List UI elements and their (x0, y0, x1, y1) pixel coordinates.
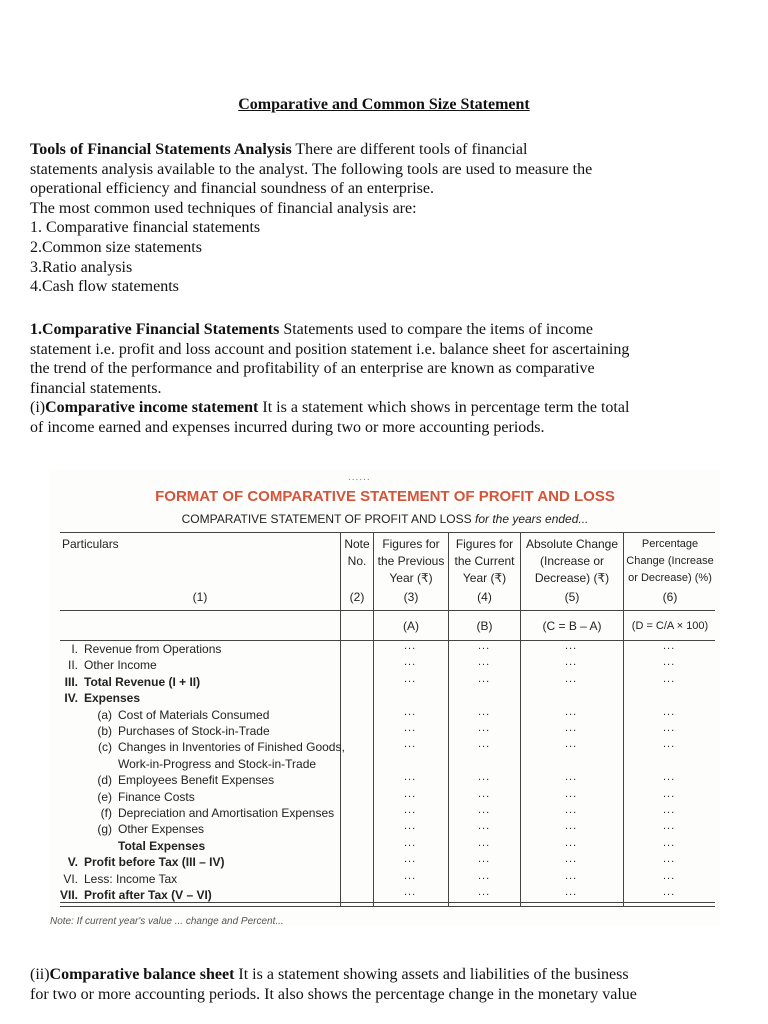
intro-heading: Tools of Financial Statements Analysis (30, 141, 292, 158)
table-row (84, 839, 205, 853)
colnum-2: (2) (349, 590, 365, 604)
section1-line-1: Statements used to compare the items of income (279, 321, 594, 338)
table-row (84, 822, 204, 836)
table-bottom-border-2 (60, 906, 715, 907)
placeholder-dots: ... (663, 787, 676, 800)
placeholder-dots: ... (404, 869, 417, 882)
scanned-table-image (50, 470, 720, 926)
formula-d: (D = C/A × 100) (631, 620, 709, 632)
placeholder-dots: ... (404, 656, 417, 669)
placeholder-dots: ... (478, 820, 491, 833)
section1-heading: 1.Comparative Financial Statements (30, 321, 280, 338)
table-row (84, 806, 334, 820)
placeholder-dots: ... (663, 656, 676, 669)
placeholder-dots: ... (663, 705, 676, 718)
placeholder-dots: ... (565, 820, 578, 833)
section1-paragraph (30, 320, 742, 438)
placeholder-dots: ... (478, 853, 491, 866)
placeholder-dots: ... (663, 771, 676, 784)
table-row (50, 675, 200, 689)
intro-line-2: statements analysis available to the analyst. The following tools are used to measure the (30, 160, 593, 178)
placeholder-dots: ... (565, 656, 578, 669)
row-number: V. (67, 855, 78, 870)
header-note: Note No. (344, 537, 370, 568)
section1-line-3: the trend of the performance and profitability of an enterprise are known as comparative (30, 360, 595, 378)
placeholder-dots: ... (565, 771, 578, 784)
row-number: (a) (97, 707, 112, 722)
scan-subtitle: COMPARATIVE STATEMENT OF PROFIT AND LOSS for the years ended... (181, 512, 589, 526)
placeholder-dots: ... (663, 804, 676, 816)
table-row (84, 724, 270, 738)
row-label: Other Expenses (118, 822, 205, 837)
placeholder-dots: ... (404, 836, 417, 849)
placeholder-dots: ... (663, 640, 676, 652)
placeholder-dots: ... (404, 722, 417, 734)
placeholder-dots: ... (663, 738, 676, 751)
placeholder-dots: ... (478, 672, 491, 685)
colnum-3: (3) (403, 590, 419, 604)
row-number: (g) (97, 822, 112, 837)
subsection-line-1: It is a statement which shows in percentage term the total (258, 399, 630, 417)
table-row (50, 888, 212, 902)
placeholder-dots: ... (404, 853, 417, 866)
placeholder-dots: ... (478, 771, 491, 784)
scan-top-fragment: ...... (348, 472, 371, 483)
subsection-prefix: (i) (30, 399, 46, 417)
placeholder-dots: ... (404, 771, 417, 784)
list-item: 4.Cash flow statements (30, 278, 179, 296)
header-absolute-change: Absolute Change (Increase or Decrease) (₹) (525, 537, 619, 585)
row-number: (f) (100, 806, 112, 820)
note-fragment: Note: If current year's value ... change and Percent... (50, 916, 284, 926)
table-row (84, 773, 274, 787)
row-label: Purchases of Stock-in-Trade (118, 724, 270, 738)
row-number: III. (64, 674, 78, 689)
row-number: (e) (97, 789, 112, 804)
table-row (50, 691, 140, 705)
placeholder-dots: ... (404, 886, 417, 898)
placeholder-dots: ... (565, 886, 578, 898)
placeholder-dots: ... (478, 836, 491, 849)
row-number: VI. (63, 871, 78, 886)
row-label: Profit before Tax (III – IV) (84, 855, 225, 870)
table-bottom-border (60, 902, 715, 903)
header-previous-year: Figures for the Previous Year (₹) (377, 537, 445, 585)
placeholder-dots: ... (404, 640, 417, 652)
placeholder-dots: ... (663, 820, 676, 833)
row-number: VII. (59, 888, 78, 902)
header-divider (60, 610, 715, 611)
placeholder-dots: ... (478, 869, 491, 882)
header-current-year: Figures for the Current Year (₹) (454, 537, 515, 585)
subsection2-line-2: for two or more accounting periods. It also shows the percentage change in the monetary value (30, 985, 637, 1003)
placeholder-dots: ... (404, 738, 417, 751)
row-label: Total Expenses (118, 838, 206, 853)
placeholder-dots: ... (663, 836, 676, 849)
subsection2-heading: Comparative balance sheet (49, 966, 235, 983)
placeholder-dots: ... (404, 820, 417, 833)
section1-line-4: financial statements. (30, 379, 162, 397)
row-label: Less: Income Tax (84, 871, 178, 886)
row-number: (d) (97, 773, 112, 788)
placeholder-dots: ... (565, 869, 578, 882)
table-row (50, 642, 221, 656)
table-row (50, 658, 157, 672)
placeholder-dots: ... (478, 640, 491, 652)
row-label: Total Revenue (I + II) (84, 674, 201, 689)
placeholder-dots: ... (663, 722, 676, 734)
row-label: Depreciation and Amortisation Expenses (118, 806, 335, 820)
formula-a: (A) (403, 619, 419, 633)
subsection-line-2: of income earned and expenses incurred during two or more accounting periods. (30, 418, 545, 436)
formula-b: (B) (476, 619, 493, 633)
placeholder-dots: ... (404, 787, 417, 800)
table-row (84, 790, 195, 804)
row-label: Work-in-Progress and Stock-in-Trade (118, 756, 317, 771)
row-number: (c) (98, 740, 112, 755)
header-particulars: Particulars (62, 537, 119, 551)
placeholder-dots: ... (565, 705, 578, 718)
list-item: 3.Ratio analysis (30, 258, 133, 276)
placeholder-dots: ... (565, 804, 578, 816)
row-label: Finance Costs (118, 789, 195, 804)
placeholder-dots: ... (565, 640, 578, 652)
intro-line-1: There are different tools of financial (291, 141, 528, 158)
placeholder-dots: ... (565, 738, 578, 751)
row-label: Revenue from Operations (84, 642, 222, 656)
document-title: Comparative and Common Size Statement (238, 96, 530, 113)
table-row (84, 740, 345, 754)
section2-paragraph (30, 965, 742, 1004)
formula-divider (60, 640, 715, 641)
subsection-heading: Comparative income statement (45, 399, 259, 417)
placeholder-dots: ... (478, 705, 491, 718)
table-row (50, 872, 177, 886)
placeholder-dots: ... (478, 722, 491, 734)
colnum-1: (1) (192, 590, 208, 604)
intro-line-3: operational efficiency and financial soundness of an enterprise. (30, 180, 434, 198)
row-label: Changes in Inventories of Finished Goods, (118, 740, 345, 755)
row-number: I. (71, 642, 78, 656)
colnum-4: (4) (477, 590, 492, 604)
placeholder-dots: ... (565, 836, 578, 849)
intro-line-4: The most common used techniques of financial analysis are: (30, 199, 417, 217)
table-row (50, 855, 224, 869)
section1-line-2: statement i.e. profit and loss account and position statement i.e. balance sheet for ascertaining (30, 340, 630, 358)
row-number: IV. (64, 691, 78, 706)
intro-paragraph (30, 140, 742, 297)
row-label: Profit after Tax (V – VI) (84, 888, 212, 902)
placeholder-dots: ... (663, 886, 676, 898)
placeholder-dots: ... (565, 853, 578, 866)
placeholder-dots: ... (478, 804, 491, 816)
row-number: II. (67, 658, 78, 673)
table-row (84, 757, 316, 771)
row-label: Cost of Materials Consumed (118, 707, 270, 722)
row-label: Employees Benefit Expenses (118, 773, 275, 788)
list-item: 1. Comparative financial statements (30, 219, 261, 237)
placeholder-dots: ... (565, 722, 578, 734)
row-label: Expenses (84, 691, 141, 706)
table-top-border (60, 532, 715, 533)
colnum-5: (5) (564, 590, 580, 604)
placeholder-dots: ... (565, 672, 578, 685)
placeholder-dots: ... (404, 804, 417, 816)
scan-title: FORMAT OF COMPARATIVE STATEMENT OF PROFIT AND LOSS (155, 488, 615, 505)
placeholder-dots: ... (478, 787, 491, 800)
row-number: (b) (97, 724, 112, 738)
subsection2-line-1: It is a statement showing assets and liabilities of the business (234, 966, 629, 983)
row-label: Other Income (84, 658, 157, 673)
placeholder-dots: ... (404, 705, 417, 718)
placeholder-dots: ... (478, 656, 491, 669)
placeholder-dots: ... (478, 886, 491, 898)
header-percentage-change: Percentage Change (Increase or Decrease) (%) (626, 538, 714, 584)
table-row (84, 708, 269, 722)
subsection2-prefix: (ii) (30, 966, 50, 983)
placeholder-dots: ... (478, 738, 491, 751)
formula-c: (C = B – A) (542, 619, 602, 633)
placeholder-dots: ... (663, 672, 676, 685)
colnum-6: (6) (662, 590, 678, 604)
placeholder-dots: ... (404, 672, 417, 685)
placeholder-dots: ... (565, 787, 578, 800)
placeholder-dots: ... (663, 853, 676, 866)
list-item: 2.Common size statements (30, 238, 202, 256)
placeholder-dots: ... (663, 869, 676, 882)
